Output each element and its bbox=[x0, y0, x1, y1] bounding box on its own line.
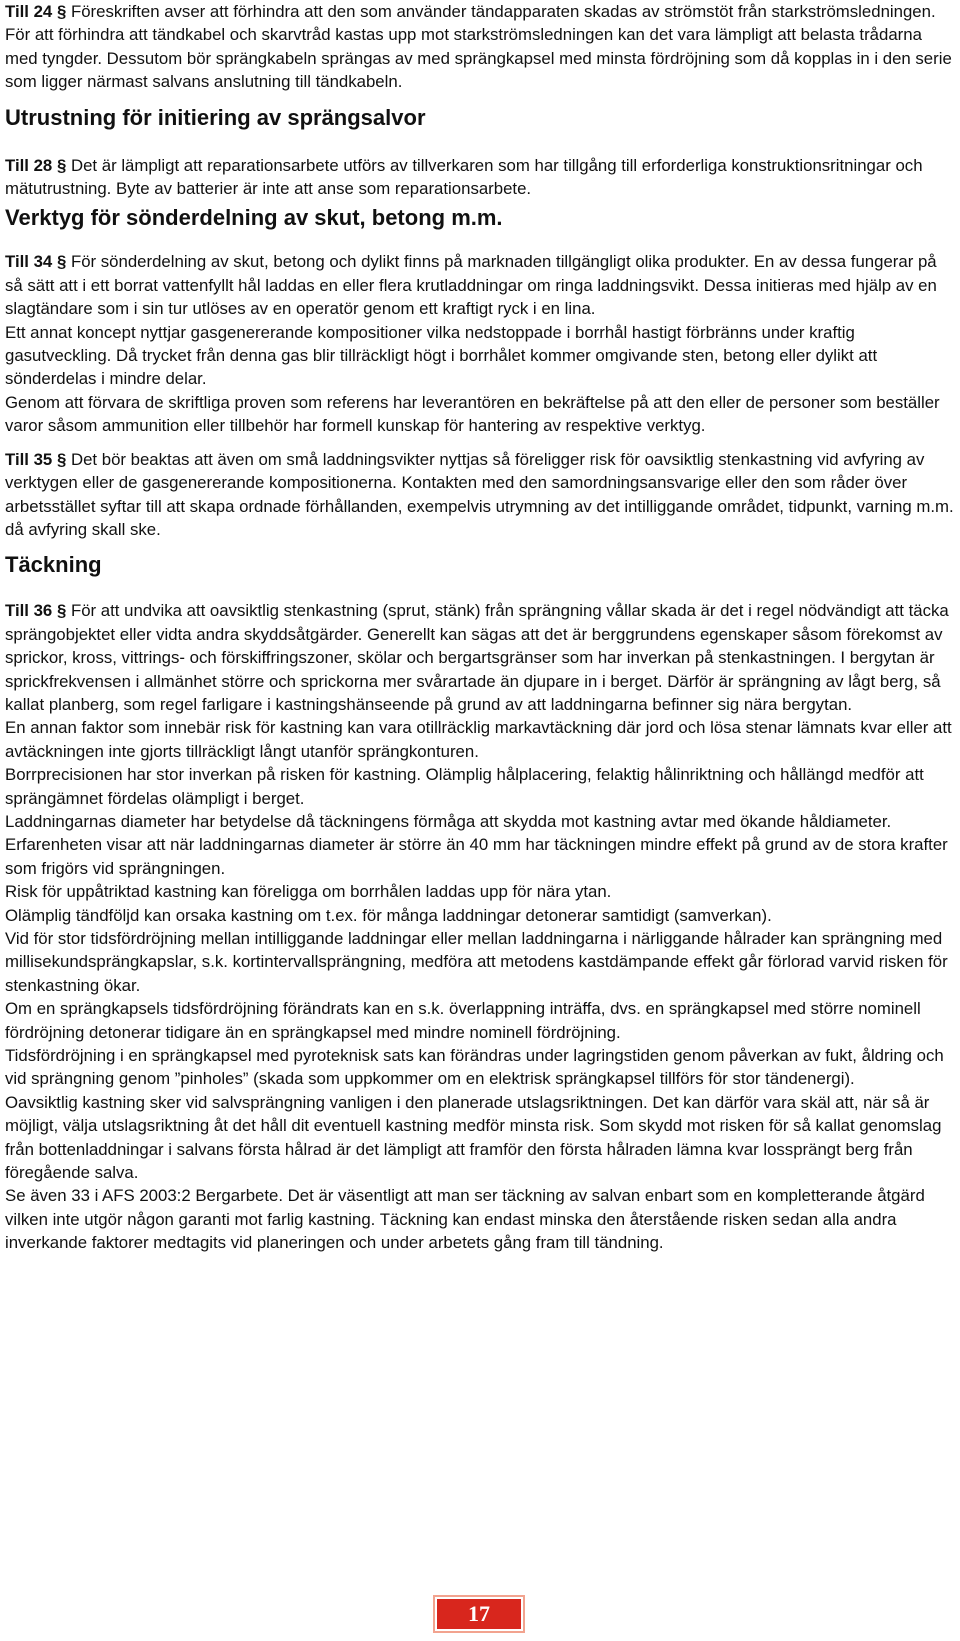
section-symbol: § bbox=[56, 155, 67, 175]
paragraph-till-28 bbox=[5, 154, 955, 201]
paragraph-text: Tidsfördröjning i en sprängkapsel med pyroteknisk sats kan förändras under lagringstiden genom påverkan av fukt, åldring och vid sprängning genom ”pinholes” (skada som uppkommer om en elektrisk sprängkapsel tillförs för stor tändenergi). bbox=[5, 1046, 944, 1089]
paragraph-text: Risk för uppåtriktad kastning kan föreligga om borrhålen laddas upp för nära ytan. bbox=[5, 882, 612, 902]
paragraph-text: Laddningarnas diameter har betydelse då täckningens förmåga att skydda mot kastning avtar med ökande håldiameter. Erfarenheten visar att när laddningarnas diameter är större än 40 mm har täckningen mindre effekt på grund av de stora krafter som frigörs vid sprängningen. bbox=[5, 811, 948, 878]
paragraph-till-24 bbox=[5, 0, 955, 94]
paragraph-text: Se även 33 i AFS 2003:2 Bergarbete. Det är väsentligt att man ser täckning av salvan enbart som en kompletterande åtgärd vilken inte utgör någon garanti mot farlig kastning. Täckning kan endast minska den återstående risken sedan alla andra inverkande faktorer medtagits vid planeringen och under arbetets gång fram till tändning. bbox=[5, 1186, 925, 1253]
paragraph-till-36 bbox=[5, 599, 955, 716]
section-heading-initiering: Utrustning för initiering av sprängsalvor bbox=[5, 104, 426, 130]
paragraph-text: Det bör beaktas att även om små laddningsvikter nyttjas så föreligger risk för oavsiktlig stenkastning vid avfyring av verktygen eller de gasgenererande kompositionerna. Kontakten med den samordningsansvarige eller den som råder över arbetsstället syftar till att skapa ordnade förhållanden, exempelvis utrymning av det intilliggande området, tidpunkt, varning m.m. då avfyring skall ske. bbox=[5, 449, 954, 539]
paragraph-label: Till 24 bbox=[5, 2, 53, 21]
section-symbol: § bbox=[56, 2, 67, 21]
paragraph-text: Det är lämpligt att reparationsarbete utförs av tillverkaren som har tillgång till erforderliga konstruktionsritningar och mätutrustning. Byte av batterier är inte att anse som reparationsarbete. bbox=[5, 155, 923, 199]
paragraph-text: Om en sprängkapsels tidsfördröjning förändrats kan en s.k. överlappning inträffa, dvs. en sprängkapsel med större nominell fördröjning detonerar tidigare än en sprängkapsel med mindre nominell fördröjning. bbox=[5, 999, 921, 1042]
paragraph-till-34 bbox=[5, 250, 955, 320]
section-symbol: § bbox=[56, 252, 67, 272]
section-heading-tackning: Täckning bbox=[5, 552, 102, 578]
paragraph-text: Olämplig tändföljd kan orsaka kastning om t.ex. för många laddningar detonerar samtidigt (samverkan). bbox=[5, 905, 772, 925]
paragraph-text: Oavsiktlig kastning sker vid salvsprängning vanligen i den planerade utslagsriktningen. Det kan därför vara skäl att, när så är möjligt, välja utslagsriktning åt det håll dit eventuell kastning medför minsta risk. Som skydd mot risken för så kallat genomslag från bottenladdningar i salvans första hålrad är det lämpligt att framför den första hålraden lämna kvar lossprängt berg från föregående salva. bbox=[5, 1092, 942, 1183]
section-heading-verktyg: Verktyg för sönderdelning av skut, betong m.m. bbox=[5, 205, 503, 231]
page-number-badge bbox=[433, 1595, 525, 1633]
paragraph-label: Till 34 bbox=[5, 252, 53, 272]
paragraph-text: Ett annat koncept nyttjar gasgenererande kompositioner vilka nedstoppade i borrhål hastigt förbränns under kraftig gasutveckling. Då trycket från denna gas blir tillräckligt högt i borrhålet kommer omgivande sten, betong eller dylikt att sönderdelas i mindre delar. bbox=[5, 322, 878, 389]
section-symbol: § bbox=[56, 601, 67, 621]
paragraph-label: Till 36 bbox=[5, 601, 53, 621]
paragraph-text: Föreskriften avser att förhindra att den som använder tändapparaten skadas av strömstöt från starkströmsledningen. För att förhindra att tändkabel och skarvtråd kastas upp mot starkströmsledningen kan det vara lämpligt att belasta trådarna med tyngder. Dessutom bör sprängkabeln sprängas av med sprängkapsel med minsta fördröjning som då kopplas in i den serie som ligger närmast salvans anslutning till tändkabeln. bbox=[5, 2, 952, 92]
page-number: 17 bbox=[468, 1601, 490, 1626]
section-symbol: § bbox=[56, 449, 67, 469]
paragraph-text: Borrprecisionen har stor inverkan på risken för kastning. Olämplig hålplacering, felaktig hålinriktning och hållängd medför att sprängämnet fördelas olämpligt i berget. bbox=[5, 765, 924, 808]
paragraph-text: En annan faktor som innebär risk för kastning kan vara otillräcklig markavtäckning där jord och lösa stenar lämnats kvar eller att avtäckningen inte gjorts tillräckligt långt utanför sprängkonturen. bbox=[5, 718, 952, 761]
paragraph-text: Vid för stor tidsfördröjning mellan intilliggande laddningar eller mellan laddningarna i närliggande hålrader kan sprängning med millisekundsprängkapslar, s.k. kortintervallsprängning, medföra att metodens kastdämpande effekt går förlorad varvid risken för stenkastning ökar. bbox=[5, 929, 948, 995]
paragraph-text: Genom att förvara de skriftliga proven som referens har leverantören en bekräftelse på att den eller de personer som beställer varor såsom ammunition eller tillbehör har formell kunskap för hantering av respektive verktyg. bbox=[5, 392, 940, 436]
paragraph-till-35 bbox=[5, 448, 955, 542]
paragraph-label: Till 35 bbox=[5, 449, 53, 469]
document-page bbox=[5, 0, 955, 1255]
paragraph-text: För att undvika att oavsiktlig stenkastning (sprut, stänk) från sprängning vållar skada är det i regel nödvändigt att täcka sprängobjektet eller vidta andra skyddsåtgärder. Generellt kan sägas att det är berggrundens egenskaper såsom förekomst av sprickor, kross, vittrings- och förskiffringszoner, skölar och bergartsgränser som har inverkan på stenkastningen. I bergytan är sprickfrekvensen i allmänhet större och sprickorna mer svårartade än djupare in i berget. Därför är sprängning av lågt berg, så kallat planberg, som regel farligare i kastningshänseende på grund av att laddningarna befinner sig nära bergytan. bbox=[5, 601, 949, 714]
paragraph-label: Till 28 bbox=[5, 155, 53, 175]
paragraph-text: För sönderdelning av skut, betong och dylikt finns på marknaden tillgängligt olika produkter. En av dessa fungerar på så sätt att i ett borrat vattenfyllt hål laddas en eller flera krutladdningar om ringa laddningsvikt. Dessa initieras med hjälp av en slagtändare som i sin tur utlöses av en operatör genom ett kraftigt ryck i en lina. bbox=[5, 252, 937, 319]
